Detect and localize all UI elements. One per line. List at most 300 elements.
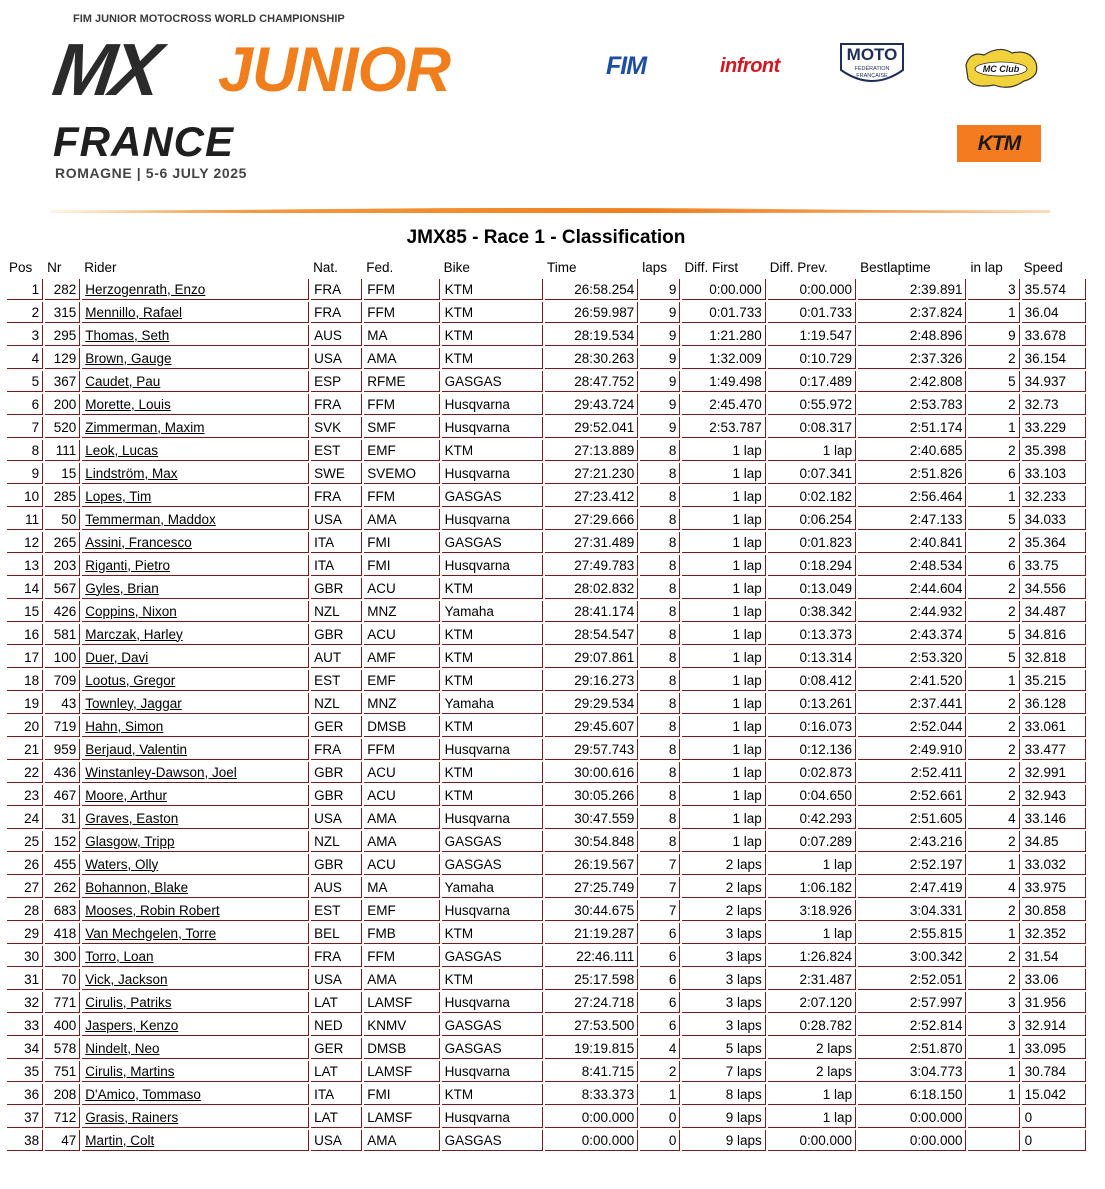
col-bike-cell: Husqvarna: [442, 1061, 543, 1082]
rider-link[interactable]: Cirulis, Martins: [85, 1063, 175, 1079]
col-laps-cell: 7: [640, 900, 680, 921]
col-bestlaptime-cell: 2:44.932: [858, 601, 966, 622]
col-speed-cell: 32.352: [1022, 923, 1086, 944]
svg-text:MOTO: MOTO: [846, 45, 898, 64]
col-speed-cell: 35.398: [1022, 440, 1086, 461]
col-time-cell: 28:30.263: [545, 348, 638, 369]
col-bike-header: Bike: [443, 259, 470, 275]
col-diff-first-cell: 3 laps: [682, 1015, 765, 1036]
col-laps-cell: 9: [640, 279, 680, 300]
col-in-lap-cell: 2: [968, 785, 1019, 806]
rider-cell[interactable]: [82, 486, 309, 507]
col-time-cell: 27:21.230: [545, 463, 638, 484]
col-nr-header: Nr: [47, 259, 62, 275]
rider-link[interactable]: Thomas, Seth: [85, 327, 170, 343]
col-fed-cell: ACU: [364, 762, 439, 783]
col-in-lap-cell: 5: [968, 509, 1019, 530]
col-fed-cell: FMB: [364, 923, 439, 944]
table-row: [7, 1084, 1086, 1105]
col-nat-cell: ESP: [311, 371, 362, 392]
rider-link[interactable]: Townley, Jaggar: [85, 695, 182, 711]
col-fed-cell: EMF: [364, 440, 439, 461]
col-laps-cell: 9: [640, 302, 680, 323]
rider-cell[interactable]: [82, 877, 309, 898]
rider-cell[interactable]: [82, 1015, 309, 1036]
rider-cell[interactable]: [82, 808, 309, 829]
moto-club-logo: [960, 43, 1042, 93]
col-laps-cell: 4: [640, 1038, 680, 1059]
event-venue-date: ROMAGNE | 5-6 JULY 2025: [55, 165, 248, 181]
col-time-cell: 25:17.598: [545, 969, 638, 990]
col-diff-first-cell: 1 lap: [682, 808, 765, 829]
rider-cell[interactable]: [82, 647, 309, 668]
col-nr-cell: 208: [45, 1084, 80, 1105]
rider-cell[interactable]: [82, 1130, 309, 1151]
col-time-cell: 27:25.749: [545, 877, 638, 898]
rider-link[interactable]: Gyles, Brian: [85, 580, 159, 596]
col-in-lap-cell: 1: [968, 1084, 1019, 1105]
col-diff-prev-cell: 3:18.926: [768, 900, 856, 921]
col-fed-cell: AMA: [364, 808, 439, 829]
col-bike-cell: Yamaha: [442, 601, 543, 622]
col-in-lap-cell: 2: [968, 693, 1019, 714]
col-speed-cell: 33.061: [1022, 716, 1086, 737]
col-diff-prev-cell: 0:02.182: [768, 486, 856, 507]
col-in-lap-cell: 1: [968, 302, 1019, 323]
rider-link[interactable]: Morette, Louis: [85, 396, 171, 412]
rider-link[interactable]: Glasgow, Tripp: [85, 833, 175, 849]
col-nat-cell: GBR: [311, 624, 362, 645]
col-in-lap-cell: 2: [968, 601, 1019, 622]
col-speed-cell: 30.858: [1022, 900, 1086, 921]
col-diff-first-cell: 2 laps: [682, 854, 765, 875]
col-speed-cell: 31.54: [1022, 946, 1086, 967]
rider-link[interactable]: Cirulis, Patriks: [85, 994, 172, 1010]
rider-cell[interactable]: [82, 555, 309, 576]
col-speed-cell: 33.477: [1022, 739, 1086, 760]
championship-label: FIM JUNIOR MOTOCROSS WORLD CHAMPIONSHIP: [73, 13, 345, 25]
col-bike-cell: Husqvarna: [442, 992, 543, 1013]
col-nr-cell: 418: [45, 923, 80, 944]
col-diff-first-cell: 1 lap: [682, 601, 765, 622]
col-pos-cell: 15: [7, 601, 43, 622]
rider-cell[interactable]: [82, 946, 309, 967]
col-time-cell: 29:16.273: [545, 670, 638, 691]
rider-cell[interactable]: [82, 900, 309, 921]
rider-cell[interactable]: [82, 1061, 309, 1082]
col-bestlaptime-cell: 2:37.824: [858, 302, 966, 323]
col-pos-cell: 20: [7, 716, 43, 737]
table-row: [7, 417, 1086, 438]
col-fed-cell: FMI: [364, 532, 439, 553]
col-nat-cell: FRA: [311, 739, 362, 760]
col-nat-cell: LAT: [311, 1061, 362, 1082]
rider-cell[interactable]: [82, 1084, 309, 1105]
rider-cell[interactable]: [82, 992, 309, 1013]
col-diff-first-cell: 0:00.000: [682, 279, 765, 300]
col-nr-cell: 282: [45, 279, 80, 300]
col-pos-cell: 6: [7, 394, 43, 415]
col-laps-cell: 6: [640, 946, 680, 967]
col-fed-cell: EMF: [364, 900, 439, 921]
rider-cell[interactable]: [82, 1038, 309, 1059]
rider-link[interactable]: Herzogenrath, Enzo: [85, 281, 206, 297]
rider-cell[interactable]: [82, 601, 309, 622]
col-diff-prev-cell: 0:06.254: [768, 509, 856, 530]
rider-link[interactable]: Mennillo, Rafael: [85, 304, 183, 320]
rider-cell[interactable]: [82, 831, 309, 852]
rider-cell[interactable]: [82, 785, 309, 806]
col-nr-cell: 712: [45, 1107, 80, 1128]
col-laps-cell: 9: [640, 348, 680, 369]
col-bike-cell: KTM: [442, 716, 543, 737]
col-time-cell: 27:49.783: [545, 555, 638, 576]
col-laps-cell: 6: [640, 923, 680, 944]
col-bestlaptime-cell: 2:52.197: [858, 854, 966, 875]
rider-cell[interactable]: [82, 394, 309, 415]
col-nr-cell: 265: [45, 532, 80, 553]
rider-link[interactable]: Winstanley-Dawson, Joel: [85, 764, 237, 780]
col-fed-cell: MA: [364, 325, 439, 346]
table-row: [7, 969, 1086, 990]
rider-link[interactable]: Lindström, Max: [85, 465, 178, 481]
col-diff-first-cell: 9 laps: [682, 1130, 765, 1151]
rider-link[interactable]: Vick, Jackson: [85, 971, 168, 987]
col-in-lap-cell: 6: [968, 555, 1019, 576]
col-bestlaptime-cell: 2:40.685: [858, 440, 966, 461]
col-speed-cell: 34.033: [1022, 509, 1086, 530]
col-nat-cell: ITA: [311, 555, 362, 576]
col-laps-cell: 8: [640, 716, 680, 737]
rider-cell[interactable]: [82, 739, 309, 760]
rider-link[interactable]: Marczak, Harley: [85, 626, 183, 642]
col-speed-cell: 32.991: [1022, 762, 1086, 783]
table-row: [7, 348, 1086, 369]
rider-cell[interactable]: [82, 532, 309, 553]
col-speed-header: Speed: [1023, 259, 1063, 275]
rider-cell[interactable]: [82, 762, 309, 783]
col-laps-cell: 8: [640, 693, 680, 714]
col-time-cell: 22:46.111: [545, 946, 638, 967]
rider-cell[interactable]: [82, 417, 309, 438]
col-pos-cell: 27: [7, 877, 43, 898]
col-pos-cell: 11: [7, 509, 43, 530]
col-nat-cell: USA: [311, 509, 362, 530]
col-diff-first-cell: 1:21.280: [682, 325, 765, 346]
infront-logo: infront: [720, 55, 780, 77]
rider-cell[interactable]: [82, 509, 309, 530]
rider-link[interactable]: Moore, Arthur: [85, 787, 168, 803]
table-row: [7, 532, 1086, 553]
col-bike-cell: Husqvarna: [442, 555, 543, 576]
rider-link[interactable]: Graves, Easton: [85, 810, 179, 826]
rider-cell[interactable]: [82, 302, 309, 323]
col-speed-cell: 15.042: [1022, 1084, 1086, 1105]
col-bike-cell: Yamaha: [442, 877, 543, 898]
ktm-logo-text: KTM: [977, 132, 1021, 155]
col-diff-prev-cell: 2 laps: [768, 1038, 856, 1059]
col-nat-cell: LAT: [311, 1107, 362, 1128]
rider-link[interactable]: Berjaud, Valentin: [85, 741, 188, 757]
col-nr-cell: 50: [45, 509, 80, 530]
col-pos-cell: 9: [7, 463, 43, 484]
table-row: [7, 555, 1086, 576]
col-in-lap-cell: 2: [968, 739, 1019, 760]
col-laps-cell: 2: [640, 1061, 680, 1082]
rider-link[interactable]: Caudet, Pau: [85, 373, 161, 389]
col-fed-cell: ACU: [364, 785, 439, 806]
col-diff-first-cell: 1:49.498: [682, 371, 765, 392]
col-fed-cell: KNMV: [364, 1015, 439, 1036]
col-bestlaptime-cell: 2:41.520: [858, 670, 966, 691]
col-in-lap-cell: [968, 1130, 1019, 1151]
col-laps-cell: 0: [640, 1107, 680, 1128]
col-in-lap-header: in lap: [970, 259, 1003, 275]
table-row: [7, 279, 1086, 300]
col-diff-first-cell: 1 lap: [682, 693, 765, 714]
col-speed-cell: 32.943: [1022, 785, 1086, 806]
rider-link[interactable]: Nindelt, Neo: [85, 1040, 160, 1056]
col-diff-prev-cell: 0:02.873: [768, 762, 856, 783]
col-time-cell: 28:02.832: [545, 578, 638, 599]
col-in-lap-cell: 1: [968, 1038, 1019, 1059]
col-time-cell: 19:19.815: [545, 1038, 638, 1059]
col-time-cell: 30:44.675: [545, 900, 638, 921]
col-bestlaptime-cell: 2:51.870: [858, 1038, 966, 1059]
rider-link[interactable]: Mooses, Robin Robert: [85, 902, 220, 918]
col-bike-cell: KTM: [442, 1084, 543, 1105]
rider-link[interactable]: Waters, Olly: [85, 856, 159, 872]
rider-cell[interactable]: [82, 1107, 309, 1128]
col-nr-cell: 400: [45, 1015, 80, 1036]
col-time-cell: 21:19.287: [545, 923, 638, 944]
col-in-lap-cell: [968, 1107, 1019, 1128]
col-nat-cell: ITA: [311, 1084, 362, 1105]
col-laps-cell: 8: [640, 831, 680, 852]
col-nat-cell: GBR: [311, 854, 362, 875]
table-row: [7, 785, 1086, 806]
table-row: [7, 1061, 1086, 1082]
rider-link[interactable]: Brown, Gauge: [85, 350, 172, 366]
col-laps-cell: 8: [640, 509, 680, 530]
rider-link[interactable]: Martin, Colt: [85, 1132, 155, 1148]
col-diff-prev-cell: 0:08.317: [768, 417, 856, 438]
col-bestlaptime-cell: 2:48.896: [858, 325, 966, 346]
rider-link[interactable]: Duer, Davi: [85, 649, 149, 665]
col-in-lap-cell: 2: [968, 394, 1019, 415]
rider-cell[interactable]: [82, 578, 309, 599]
col-pos-cell: 5: [7, 371, 43, 392]
col-diff-first-cell: 1 lap: [682, 785, 765, 806]
col-pos-cell: 10: [7, 486, 43, 507]
rider-link[interactable]: Lootus, Gregor: [85, 672, 176, 688]
col-in-lap-cell: 1: [968, 1061, 1019, 1082]
col-nr-cell: 152: [45, 831, 80, 852]
col-speed-cell: 33.095: [1022, 1038, 1086, 1059]
col-nr-cell: 100: [45, 647, 80, 668]
col-diff-first-cell: 1 lap: [682, 762, 765, 783]
col-fed-cell: AMA: [364, 348, 439, 369]
col-diff-first-cell: 8 laps: [682, 1084, 765, 1105]
col-bestlaptime-cell: 2:52.814: [858, 1015, 966, 1036]
col-in-lap-cell: 1: [968, 923, 1019, 944]
col-nat-cell: AUS: [311, 877, 362, 898]
col-pos-cell: 33: [7, 1015, 43, 1036]
col-nat-cell: FRA: [311, 302, 362, 323]
col-diff-prev-cell: 0:13.373: [768, 624, 856, 645]
rider-link[interactable]: Temmerman, Maddox: [85, 511, 216, 527]
col-nr-cell: 436: [45, 762, 80, 783]
col-fed-cell: FFM: [364, 739, 439, 760]
col-nat-cell: EST: [311, 670, 362, 691]
rider-link[interactable]: Coppins, Nixon: [85, 603, 177, 619]
col-diff-first-cell: 1 lap: [682, 670, 765, 691]
col-diff-first-cell: 1 lap: [682, 532, 765, 553]
rider-cell[interactable]: [82, 348, 309, 369]
col-in-lap-cell: 1: [968, 854, 1019, 875]
col-bestlaptime-cell: 2:43.374: [858, 624, 966, 645]
rider-cell[interactable]: [82, 670, 309, 691]
col-pos-cell: 26: [7, 854, 43, 875]
rider-cell[interactable]: [82, 854, 309, 875]
col-bike-cell: KTM: [442, 325, 543, 346]
col-nat-header: Nat.: [313, 259, 338, 275]
col-time-cell: 26:19.567: [545, 854, 638, 875]
rider-cell[interactable]: [82, 325, 309, 346]
col-time-cell: 27:23.412: [545, 486, 638, 507]
col-bestlaptime-cell: 2:49.910: [858, 739, 966, 760]
col-fed-cell: AMA: [364, 831, 439, 852]
col-bike-cell: KTM: [442, 624, 543, 645]
col-bike-cell: KTM: [442, 785, 543, 806]
col-laps-cell: 6: [640, 969, 680, 990]
col-fed-cell: FFM: [364, 394, 439, 415]
col-time-header: Time: [546, 259, 577, 275]
col-nat-cell: GBR: [311, 762, 362, 783]
col-nat-cell: NZL: [311, 693, 362, 714]
col-time-cell: 29:29.534: [545, 693, 638, 714]
col-bike-cell: Husqvarna: [442, 463, 543, 484]
col-pos-cell: 1: [7, 279, 43, 300]
col-laps-cell: 6: [640, 992, 680, 1013]
rider-cell[interactable]: [82, 279, 309, 300]
rider-link[interactable]: Leok, Lucas: [85, 442, 159, 458]
col-in-lap-cell: 3: [968, 1015, 1019, 1036]
rider-cell[interactable]: [82, 624, 309, 645]
col-in-lap-cell: 9: [968, 325, 1019, 346]
col-fed-cell: DMSB: [364, 1038, 439, 1059]
col-in-lap-cell: 3: [968, 279, 1019, 300]
rider-link[interactable]: Grasis, Rainers: [85, 1109, 179, 1125]
table-row: [7, 325, 1086, 346]
rider-link[interactable]: Bohannon, Blake: [85, 879, 189, 895]
rider-cell[interactable]: [82, 440, 309, 461]
table-row: [7, 670, 1086, 691]
rider-cell[interactable]: [82, 463, 309, 484]
table-row: [7, 509, 1086, 530]
col-in-lap-cell: 2: [968, 762, 1019, 783]
rider-link[interactable]: Van Mechgelen, Torre: [85, 925, 217, 941]
col-pos-cell: 36: [7, 1084, 43, 1105]
col-bestlaptime-cell: 2:52.051: [858, 969, 966, 990]
col-bestlaptime-cell: 2:51.826: [858, 463, 966, 484]
col-diff-first-cell: 1 lap: [682, 831, 765, 852]
col-diff-prev-cell: 1 lap: [768, 1084, 856, 1105]
col-time-cell: 28:47.752: [545, 371, 638, 392]
table-row: [7, 762, 1086, 783]
col-time-cell: 27:53.500: [545, 1015, 638, 1036]
rider-cell[interactable]: [82, 371, 309, 392]
col-pos-cell: 28: [7, 900, 43, 921]
table-header-row: [7, 257, 1086, 277]
col-time-cell: 29:57.743: [545, 739, 638, 760]
rider-link[interactable]: Jaspers, Kenzo: [85, 1017, 179, 1033]
col-diff-prev-cell: 1:19.547: [768, 325, 856, 346]
col-fed-cell: ACU: [364, 578, 439, 599]
col-bike-cell: KTM: [442, 348, 543, 369]
col-nr-cell: 111: [45, 440, 80, 461]
rider-link[interactable]: Riganti, Pietro: [85, 557, 171, 573]
col-bestlaptime-cell: 2:53.783: [858, 394, 966, 415]
rider-cell[interactable]: [82, 693, 309, 714]
col-laps-cell: 1: [640, 1084, 680, 1105]
col-speed-cell: 0: [1022, 1130, 1086, 1151]
page-title: JMX85 - Race 1 - Classification: [406, 227, 686, 248]
rider-link[interactable]: Lopes, Tim: [85, 488, 152, 504]
col-fed-cell: FFM: [364, 946, 439, 967]
col-bike-cell: Husqvarna: [442, 900, 543, 921]
col-pos-cell: 37: [7, 1107, 43, 1128]
col-diff-prev-cell: 0:00.000: [768, 279, 856, 300]
col-speed-cell: 33.678: [1022, 325, 1086, 346]
col-nr-cell: 285: [45, 486, 80, 507]
col-time-cell: 29:45.607: [545, 716, 638, 737]
rider-cell[interactable]: [82, 969, 309, 990]
col-nat-cell: USA: [311, 969, 362, 990]
col-fed-cell: AMA: [364, 509, 439, 530]
col-laps-cell: 0: [640, 1130, 680, 1151]
col-bike-cell: Husqvarna: [442, 509, 543, 530]
col-time-cell: 0:00.000: [545, 1130, 638, 1151]
col-nat-cell: SWE: [311, 463, 362, 484]
col-diff-first-cell: 1 lap: [682, 486, 765, 507]
col-time-cell: 8:33.373: [545, 1084, 638, 1105]
rider-cell[interactable]: [82, 923, 309, 944]
rider-cell[interactable]: [82, 716, 309, 737]
rider-link[interactable]: Zimmerman, Maxim: [85, 419, 205, 435]
col-in-lap-cell: 2: [968, 716, 1019, 737]
rider-link[interactable]: Torro, Loan: [85, 948, 154, 964]
rider-link[interactable]: D'Amico, Tommaso: [85, 1086, 201, 1102]
col-nr-cell: 751: [45, 1061, 80, 1082]
col-speed-cell: 33.75: [1022, 555, 1086, 576]
rider-link[interactable]: Assini, Francesco: [85, 534, 192, 550]
col-diff-first-cell: 1:32.009: [682, 348, 765, 369]
col-in-lap-cell: 1: [968, 417, 1019, 438]
col-diff-first-cell: 2 laps: [682, 877, 765, 898]
col-laps-cell: 8: [640, 440, 680, 461]
col-time-cell: 8:41.715: [545, 1061, 638, 1082]
rider-link[interactable]: Hahn, Simon: [85, 718, 164, 734]
col-speed-cell: 36.04: [1022, 302, 1086, 323]
col-fed-cell: LAMSF: [364, 1107, 439, 1128]
col-pos-cell: 34: [7, 1038, 43, 1059]
col-nr-cell: 567: [45, 578, 80, 599]
col-fed-cell: MNZ: [364, 601, 439, 622]
col-diff-prev-cell: 1 lap: [768, 440, 856, 461]
col-diff-first-cell: 0:01.733: [682, 302, 765, 323]
col-time-cell: 29:07.861: [545, 647, 638, 668]
